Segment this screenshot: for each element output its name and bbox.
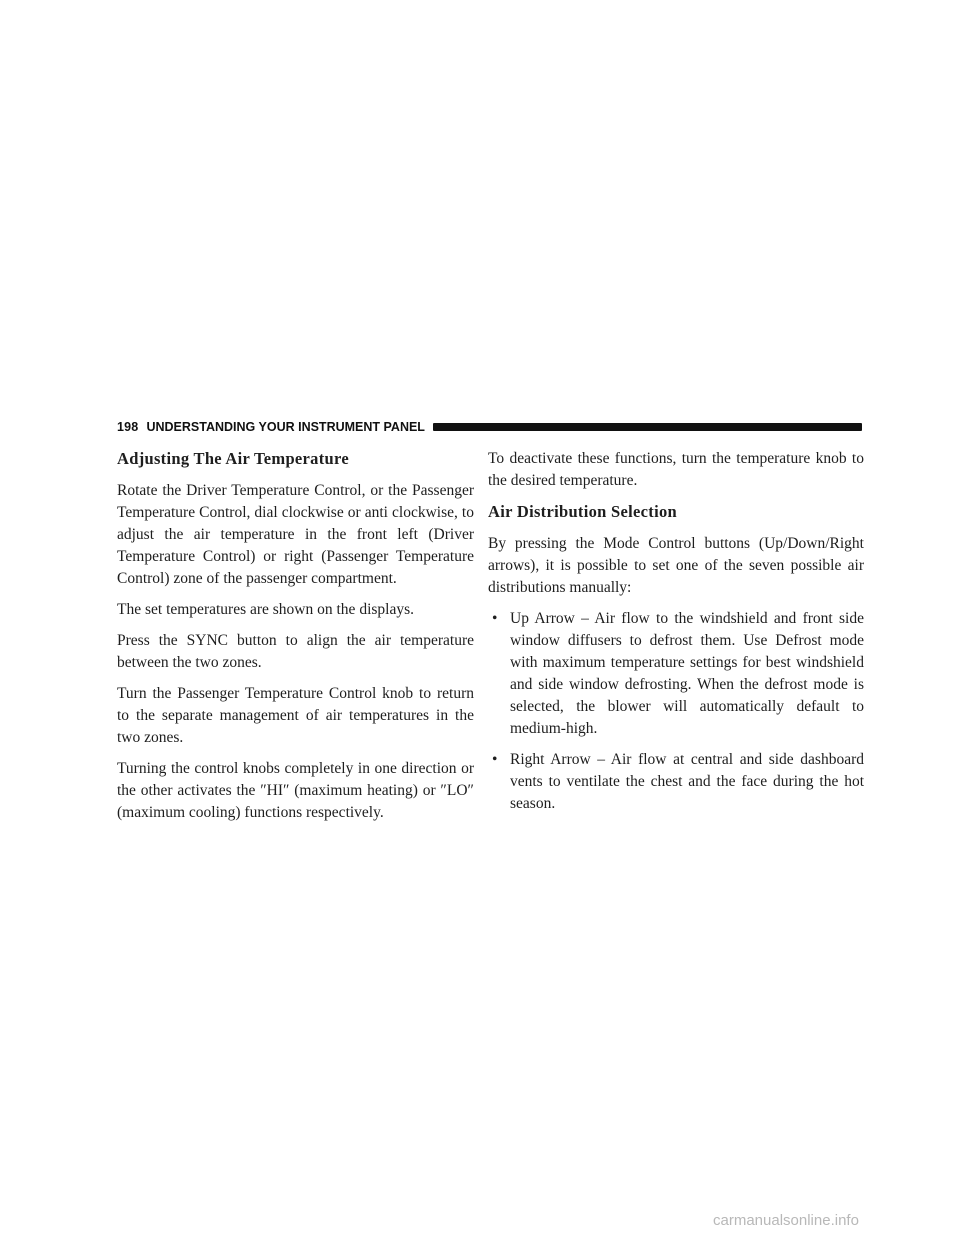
paragraph: Rotate the Driver Temperature Control, or the Passenger Temperature Control, dial clockwise or anti clockwise, to adjust the air temperature in the front left (Driver Temperature Control) or right (Passenger Temperature Control) zone of the passenger compartment. [117,482,474,587]
right-column [488,448,864,824]
page-number: 198 [117,420,139,434]
paragraph: To deactivate these functions, turn the temperature knob to the desired temperature. [488,450,864,489]
header-rule [433,423,862,431]
paragraph: Turn the Passenger Temperature Control knob to return to the separate management of air temperatures in the two zones. [117,685,474,746]
page-header [117,418,862,436]
bullet-icon: • [492,751,498,768]
bullet-icon: • [492,610,498,627]
list-item [488,749,864,815]
heading-air-distribution-selection: Air Distribution Selection [488,502,677,521]
section-title: UNDERSTANDING YOUR INSTRUMENT PANEL [146,420,425,434]
paragraph: By pressing the Mode Control buttons (Up/Down/Right arrows), it is possible to set one of the seven possible air distributions manually: [488,535,864,596]
left-column [117,448,474,833]
heading-adjusting-air-temperature: Adjusting The Air Temperature [117,449,349,468]
list-item-text: Up Arrow – Air flow to the windshield and front side window diffusers to defrost them. Use Defrost mode with maximum temperature settings for best windshield and side window defrosting. When the defrost mode is selected, the blower will automatically default to medium-high. [510,610,864,737]
paragraph: The set temperatures are shown on the displays. [117,601,414,618]
list-item-text: Right Arrow – Air flow at central and side dashboard vents to ventilate the chest and the face during the hot season. [510,751,864,812]
watermark: carmanualsonline.info [713,1212,859,1229]
paragraph: Turning the control knobs completely in one direction or the other activates the ″HI″ (maximum heating) or ″LO″ (maximum cooling) functions respectively. [117,760,474,821]
paragraph: Press the SYNC button to align the air temperature between the two zones. [117,632,474,671]
list-item [488,608,864,740]
bullet-list [488,608,864,815]
